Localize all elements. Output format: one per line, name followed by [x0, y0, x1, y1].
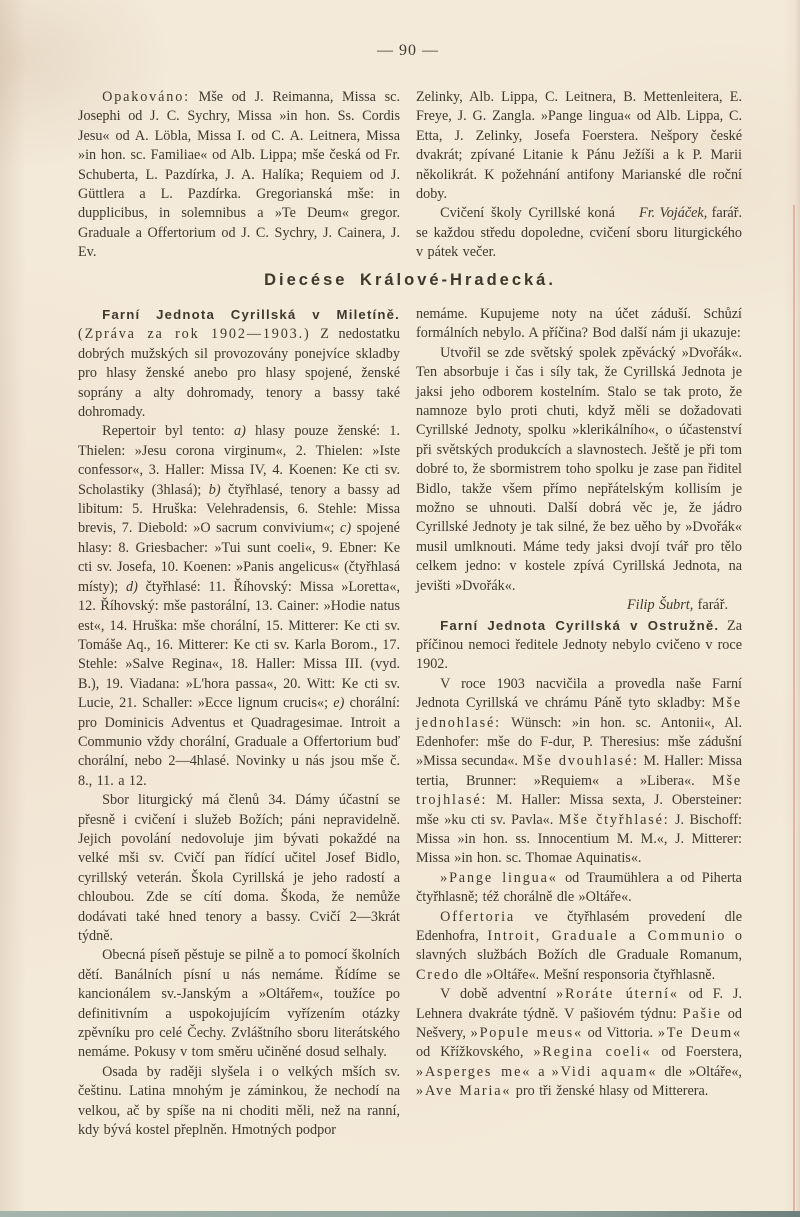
text-run: farář. — [693, 597, 728, 614]
text-run: o slavných službách Božích dle Graduale Romanum, — [416, 928, 742, 964]
scan-bottom-edge — [0, 1211, 800, 1217]
text-run: od Traumühlera a od Piherta čtyřhlasně; též chorálně dle »Oltáře«. — [416, 869, 742, 906]
text-run: chorální: pro Dominicis Adventus et Quadragesimae. Introit a Communio vždy chorální, Graduale a Offertorium buď chorální, nebo 2—4hlasé. Novinky u nás jsou mše č. 8., 11. a 12. — [78, 695, 400, 789]
main-right-column — [416, 305, 742, 1140]
text-run: Mše trojhlasé: — [416, 772, 742, 809]
text-run: Cvičení školy Cyrillské koná se každou středu dopoledne, cvičení sboru liturgického v pátek večer. — [416, 205, 742, 261]
text-run: V roce 1903 nacvičila a provedla naše Farní Jednota Cyrillská ve chrámu Páně tyto skladby: — [416, 675, 742, 712]
text-run: nemáme. Kupujeme noty na účet záduší. Schůzí formálních nebylo. A příčina? Bod další nám ji ukazuje: — [416, 306, 742, 342]
text-run: čtyřhlasé: 11. Říhovský: Missa »Loretta«, 12. Říhovský: mše pastorální, 13. Cainer: »Hodie natus est«, 14. Hruška: mše chorální, 15. Mitterer: Ke cti sv. Tomáše Aq., 16. Mitterer: Ke cti sv. Karla Borom., 17. Stehle: »Salve Regina«, 18. Haller: Missa III. (vyd. B.), 19. Viadana: »L'hora passa«, 20. Witt: Ke cti sv. Lucie, 21. Schaller: »Ecce lignum crucis«; — [78, 578, 400, 712]
obecna-pisen — [78, 946, 400, 1062]
text-run: od Vittoria. — [582, 1025, 658, 1042]
page-number: — 90 — — [377, 42, 439, 59]
text-run: »Vidi aquam« — [551, 1063, 658, 1080]
text-run: Mše jednohlasé: — [416, 695, 742, 731]
section-heading: Diecése Králové-Hradecká. — [264, 271, 556, 289]
text-run: Filip Šubrt, — [627, 597, 694, 614]
text-run: »Regina coeli« — [533, 1044, 652, 1061]
text-run: »Ave Maria« — [416, 1083, 512, 1100]
rok-1903-skladby — [416, 675, 742, 869]
text-run: Zelinky, Alb. Lippa, C. Leitnera, B. Mettenleitera, E. Freye, J. G. Zangla. »Pange lingua« od Alb. Lippa, C. Etta, J. Zelinky, Josefa Foerstera. Nešpory české dvakrát; zpívané Litanie k Pánu Ježíši a k P. Marii několikrát. K požehnání antifony Marianské dle roční doby. — [416, 89, 742, 203]
text-run: Mše dvouhlasé: — [522, 753, 639, 770]
text-run: Opakováno: — [102, 89, 190, 105]
text-run: a) — [234, 423, 246, 440]
text-run: b) — [208, 481, 221, 498]
text-run: J. Bischoff: Missa »in hon. ss. Innocentium M. M.«, J. Mitterer: Missa »in hon. sc. Thomae Aquinatis«. — [416, 811, 742, 867]
text-run: dle »Oltáře«, — [657, 1063, 742, 1080]
text-run: »Roráte úterní« — [556, 986, 679, 1003]
text-run: od Křížkovského, — [416, 1044, 534, 1061]
text-run: Credo — [416, 966, 460, 983]
text-run: Mše od J. Reimanna, Missa sc. Josephi od J. C. Sychry, Missa »in hon. Ss. Cordis Jesu« od A. Löbla, Missa I. od C. A. Leitnera, Missa »in hon. sc. Familiae« od Alb. Lippa; mše česká od Fr. Schuberta, L. Pazdírka, J. A. Halíka; Requiem od J. Güttlera a L. Pazdírka. Gregorianská mše: in dupplicibus, in solemnibus a »Te Deum« gregor. Graduale a Offertorium od J. C. Sychry, J. Cainera, J. Ev. — [78, 89, 400, 261]
cviceni-skoly — [416, 204, 742, 262]
text-run: Osada by raději slyšela i o velkých mších sv. češtinu. Latina mnohým je záminkou, že nechodí na velkou, ač by spíše na ni choditi měli, než na ranní, kdy bývá kostel přeplněn. Hmotných podpor — [78, 1063, 400, 1139]
text-run: M. Haller: Missa tertia, Brunner: »Requiem« a »Libera«. — [416, 753, 742, 789]
text-run: »Pange lingua« — [440, 869, 558, 886]
page-edge-shading — [795, 0, 800, 1211]
text-run: Introit, Graduale a Communio — [487, 928, 727, 944]
text-run: ve čtyřhlasém provedení dle Edenhofra, — [416, 908, 742, 944]
text-run: »Popule meus« — [470, 1025, 583, 1042]
text-run: »Te Deum« — [657, 1025, 742, 1042]
text-run: Mše čtyřhlasé: — [558, 811, 670, 828]
text-run: e) — [333, 695, 345, 712]
miletin-intro — [78, 305, 400, 422]
text-run: dle »Oltáře«. Mešní responsoria čtyřhlasně. — [459, 966, 716, 983]
osada — [78, 1063, 400, 1141]
text-run: spojené hlasy: 8. Griesbacher: »Tui sunt coeli«, 9. Ebner: Ke cti sv. Josefa, 10. Koenen: »Panis angelicus« (čtyřhlasá místy); — [78, 520, 400, 595]
text-run: a — [531, 1063, 552, 1080]
text-run: čtyřhlasé, tenory a bassy ad libitum: 5. Hruška: Velehradensis, 6. Stehle: Missa brevis, 7. Diebold: »O sacrum convivium«; — [78, 481, 400, 537]
page-edge-line — [793, 205, 795, 1211]
sbor-liturgicky — [78, 791, 400, 946]
text-run: d) — [125, 578, 138, 595]
text-run: Offertoria — [440, 908, 516, 925]
adventni — [416, 985, 742, 1101]
text-run: od F. J. Lehnera dvakráte týdně. V pašiovém týdnu: — [416, 986, 742, 1022]
text-run: M. Haller: Missa sexta, J. Obersteiner: mše »ku cti sv. Pavla«. — [416, 792, 742, 828]
text-run: pro tři ženské hlasy od Mitterera. — [511, 1083, 709, 1100]
top-left-column — [78, 88, 400, 263]
text-run: Za příčinou nemoci ředitele Jednoty nebylo cvičeno v roce 1902. — [416, 617, 742, 673]
main-section — [78, 305, 742, 1140]
text-run: (Zpráva za rok 1902—1903.) — [78, 326, 311, 343]
text-run: Wünsch: »in hon. sc. Antonii«, Al. Edenhofer: mše do F-dur, P. Theresius: mše zádušní »Missa secunda«. — [416, 714, 742, 770]
text-run: V době adventní — [440, 986, 557, 1003]
opakovano-paragraph — [78, 88, 400, 263]
text-run: hlasy pouze ženské: 1. Thielen: »Jesu corona virginum«, 2. Thielen: »Iste confessor«, 3. Haller: Missa IV, 4. Koenen: Ke cti sv. Scholastiky (3hlasá); — [78, 423, 400, 498]
text-run: od Foerstera, — [651, 1044, 742, 1061]
repertoir — [78, 422, 400, 791]
top-section — [78, 88, 742, 263]
ostruzno-intro — [416, 616, 742, 675]
subrt-signature — [416, 596, 742, 615]
text-run: Z nedostatku dobrých mužských sil provozovány ponejvíce skladby pro hlasy ženské anebo pro hlasy spojené, ženské soprány a alty dohromady, tenory a bassy také dohromady. — [78, 326, 400, 421]
main-left-column — [78, 305, 400, 1140]
text-run: Obecná píseň pěstuje se pilně a to pomocí školních dětí. Banálních písní u nás nemáme. Řídíme se kancionálem sv.-Janským a »Oltářem«, toužíce po definitivním a uspokojujícím vyřízením otázky zpěvníku pro celé Čechy. Zvláštního sboru literátského nemáme. Pokusy v tom směru učiněné dosud selhaly. — [78, 947, 400, 1061]
text-run: »Asperges me« — [416, 1063, 532, 1080]
top-right-column — [416, 88, 742, 263]
offertoria — [416, 908, 742, 986]
text-run: farář. — [707, 205, 742, 222]
text-run: Fr. Vojáček, — [639, 205, 708, 222]
article-title: Farní Jednota Cyrillská v Ostružně. — [440, 617, 720, 633]
text-run: c) — [340, 520, 352, 537]
signature — [615, 204, 742, 223]
dvorak-spolek — [416, 344, 742, 596]
pange-lingua — [416, 869, 742, 908]
text-run: od Nešvery, — [416, 1005, 742, 1042]
text-run: Sbor liturgický má členů 34. Dámy účastní se přesně i cvičení i služeb Božích; páni nepravidelně. Jejich povolání nedovoluje jim bývati pokaždé na velké mši sv. Cvičí pan řídící učitel Josef Bidlo, cyrillský veterán. Škola Cyrillská je jeho radostí a chloubou. Zde se cítí doma. Škoda, že nemůže dodávati také hned tenory a bassy. Cvičí 2—3krát týdně. — [78, 792, 400, 944]
text-run: Repertoir byl tento: — [102, 423, 235, 440]
nemame-continuation — [416, 305, 742, 344]
zelinky-continuation — [416, 88, 742, 204]
article-title: Farní Jednota Cyrillská v Miletíně. — [102, 307, 400, 322]
text-run: Utvořil se zde světský spolek zpěvácký »Dvořák«. Ten absorbuje i čas i síly tak, že Cyrillská Jednota je jaksi jeho odborem kostelním. Stalo se tak proto, že namnoze bylo proti chuti, když měli se dožadovati Cyrillské Jednoty, spolku »klerikálního«, o účastenství při světských produkcích a slavnostech. Ještě je při tom dobré to, že sbormistrem toho spolku je zase pan řiditel Bidlo, takže všem přímo nepřátelským kollisím je možno se uhnouti. Další dobrá věc je, že jádro Cyrillské Jednoty je tak silné, že bez uěho by »Dvořák« musil umlknouti. Máme tedy jaksi dvojí tvář pro tělo celkem jedno: v kostele zpívá Cyrillská Jednota, na jevišti »Dvořák«. — [416, 344, 742, 594]
text-run: Pašie — [682, 1005, 722, 1022]
